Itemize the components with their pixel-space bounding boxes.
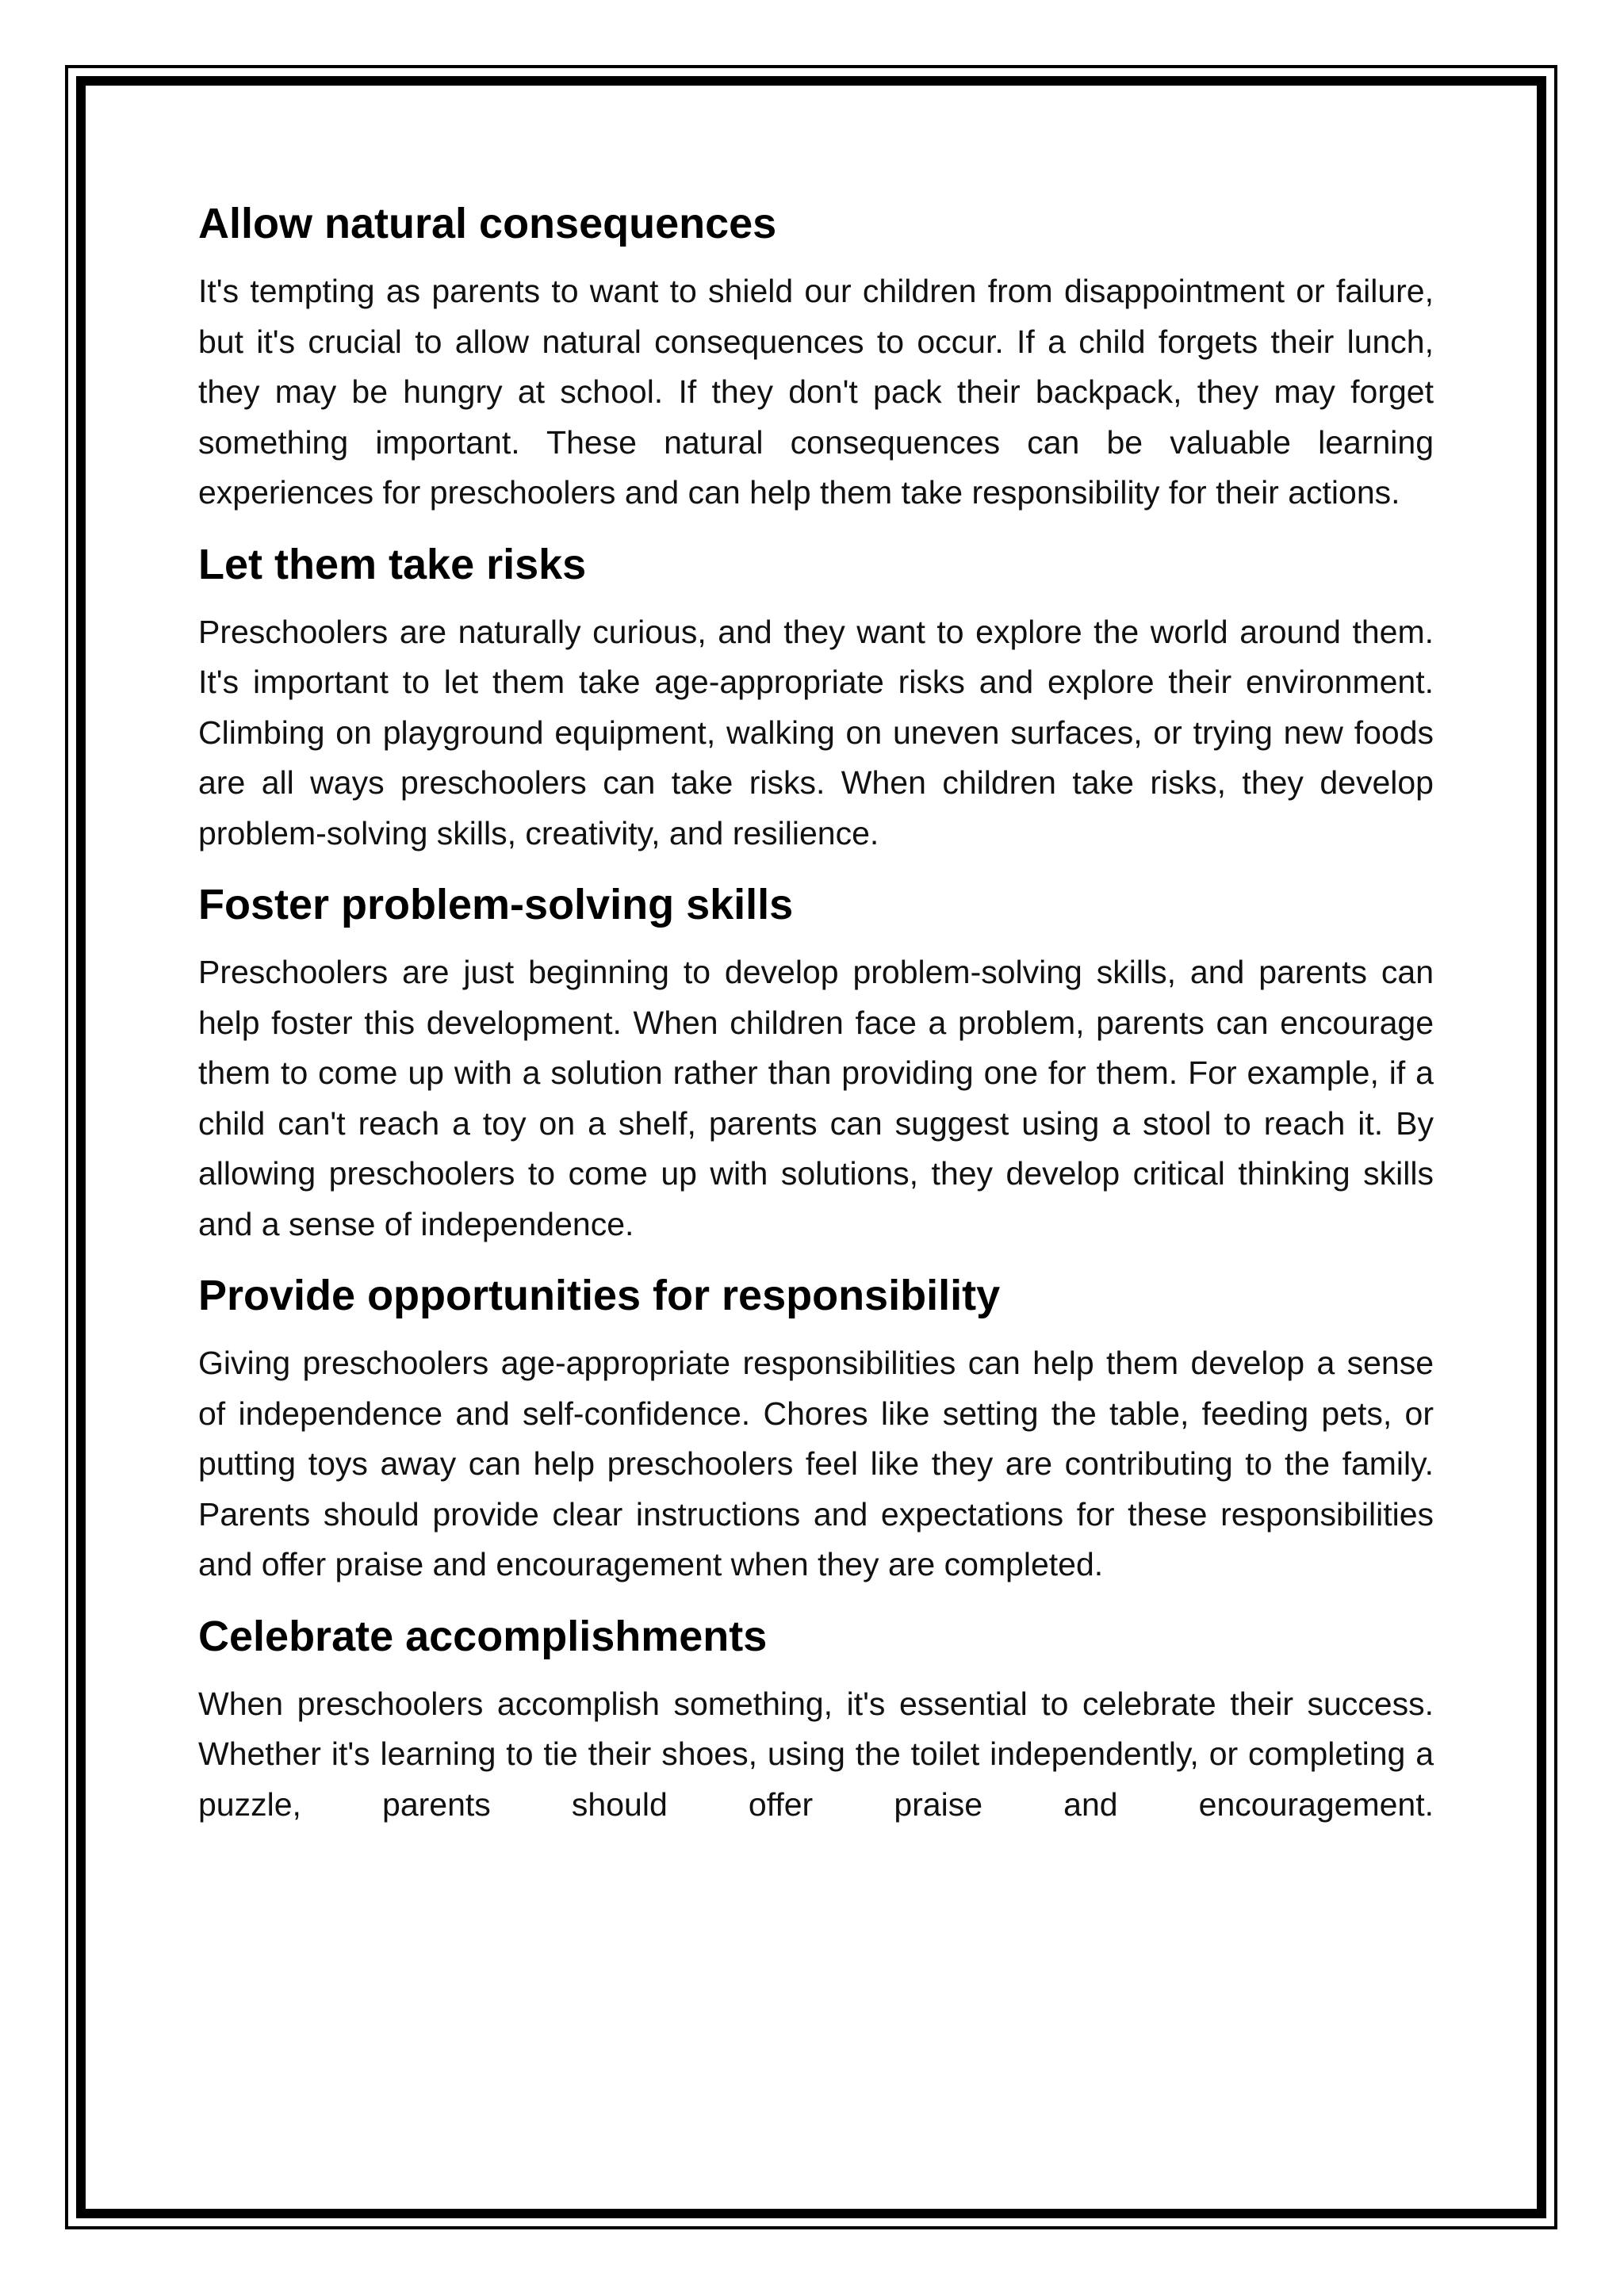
section-paragraph: Preschoolers are naturally curious, and they want to explore the world around them. It's important to let them take age-appropriate risks and explore their environment. Climbing on playground equipment, walking on uneven surfaces, or trying new foods are all ways preschoolers can take risks. When children take risks, they develop problem-solving skills, creativity, and resilience. — [198, 613, 1434, 851]
section-heading: Allow natural consequences — [198, 200, 777, 247]
document-content — [198, 198, 1434, 1850]
section-heading: Provide opportunities for responsibility — [198, 1272, 1001, 1319]
section-heading: Celebrate accomplishments — [198, 1612, 768, 1660]
section-heading: Let them take risks — [198, 540, 587, 588]
section-heading: Foster problem-solving skills — [198, 881, 794, 928]
section-paragraph: When preschoolers accomplish something, it's essential to celebrate their success. Whether it's learning to tie their shoes, using the toilet independently, or completing a puzzle, parents should offer praise and encouragement. — [198, 1685, 1434, 1823]
section-paragraph: Preschoolers are just beginning to develop problem-solving skills, and parents can help foster this development. When children face a problem, parents can encourage them to come up with a solution rather than providing one for them. For example, if a child can't reach a toy on a shelf, parents can suggest using a stool to reach it. By allowing preschoolers to come up with solutions, they develop critical thinking skills and a sense of independence. — [198, 954, 1434, 1242]
section-paragraph: It's tempting as parents to want to shield our children from disappointment or failure, but it's crucial to allow natural consequences to occur. If a child forgets their lunch, they may be hungry at school. If they don't pack their backpack, they may forget something important. These natural consequences can be valuable learning experiences for preschoolers and can help them take responsibility for their actions. — [198, 273, 1434, 511]
section-paragraph: Giving preschoolers age-appropriate responsibilities can help them develop a sense of independence and self-confidence. Chores like setting the table, feeding pets, or putting toys away can help preschoolers feel like they are contributing to the family. Parents should provide clear instructions and expectations for these responsibilities and offer praise and encouragement when they are completed. — [198, 1345, 1434, 1582]
